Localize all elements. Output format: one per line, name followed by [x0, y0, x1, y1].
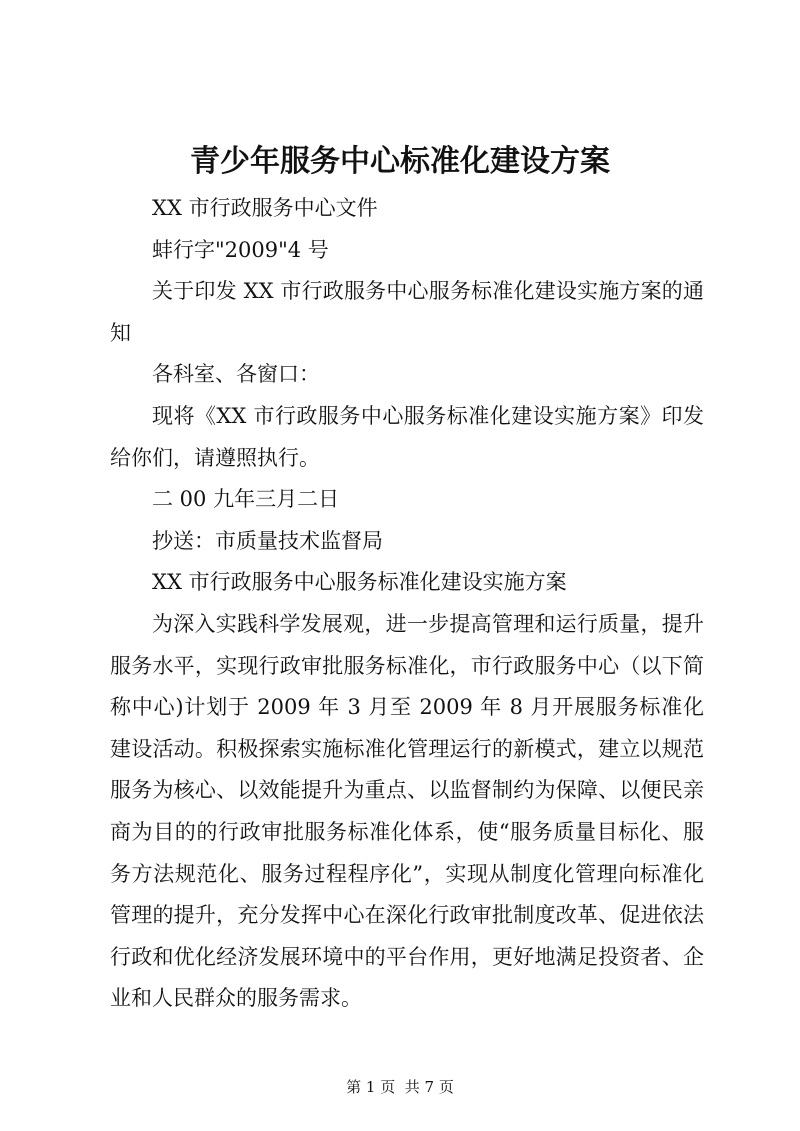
notice-subject: 关于印发 XX 市行政服务中心服务标准化建设实施方案的通知 — [110, 279, 704, 345]
document-body — [110, 188, 704, 1020]
plan-heading: XX 市行政服务中心服务标准化建设实施方案 — [152, 570, 567, 595]
document-title: 青少年服务中心标准化建设方案 — [190, 144, 610, 179]
issuer-line: XX 市行政服务中心文件 — [152, 196, 378, 220]
plan-body-paragraph: 为深入实践科学发展观，进一步提高管理和运行质量，提升服务水平，实现行政审批服务标准化，市行政服务中心（以下简称中心)计划于 2009 年 3 月至 2009 年 8 月开展服务标准化建设活动。积极探索实施标准化管理运行的新模式，建立以规范服务为核心、以效能提升为重点、以监督制约为保障、以便民亲商为目的的行政审批服务标准化体系，使“服务质量目标化、服务方法规范化、服务过程程序化”，实现从制度化管理向标准化管理的提升，充分发挥中心在深化行政审批制度改革、促进依法行政和优化经济发展环境中的平台作用，更好地满足投资者、企业和人民群众的服务需求。 — [110, 611, 704, 1011]
page-total: 共 7 页 — [404, 1078, 454, 1096]
date-line: 二 00 九年三月二日 — [152, 487, 340, 512]
document-number: 蚌行字"2009"4 号 — [152, 237, 329, 262]
cc-line: 抄送：市质量技术监督局 — [152, 528, 383, 553]
page-number: 第 1 页 — [346, 1078, 396, 1096]
notice-body: 现将《XX 市行政服务中心服务标准化建设实施方案》印发给你们，请遵照执行。 — [110, 403, 704, 470]
page-footer — [0, 1076, 800, 1098]
recipients-line: 各科室、各窗口： — [152, 362, 320, 387]
